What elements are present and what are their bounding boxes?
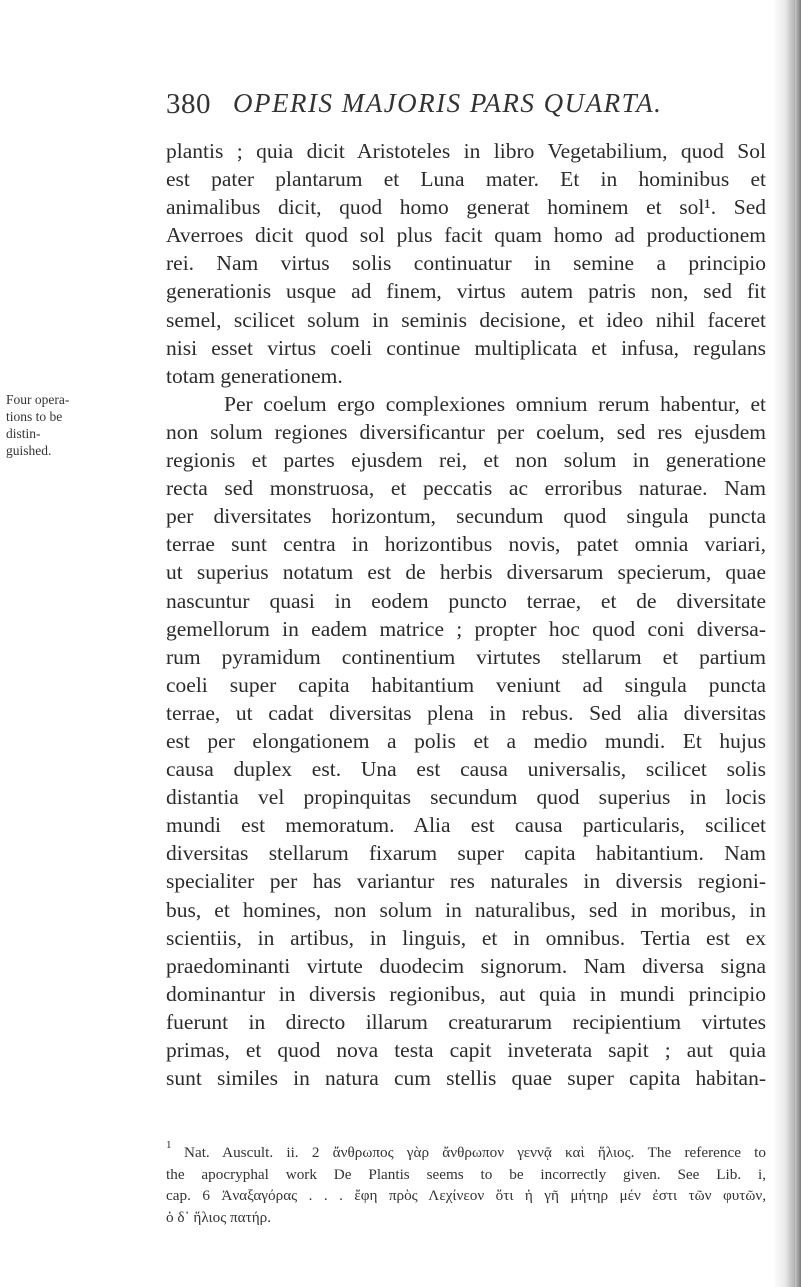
footnote-marker: 1: [166, 1139, 172, 1151]
page-edge-shadow: [795, 0, 801, 1287]
footnote: [166, 1139, 766, 1228]
body-line: totam generationem.: [166, 363, 343, 388]
body-line: regionis et partes ejusdem rei, et non solum in generatione: [166, 448, 766, 473]
body-line: sunt similes in natura cum stellis quae super capita habitan-: [166, 1066, 766, 1091]
margin-note-line: distin-: [6, 426, 41, 441]
body-line: est per elongationem a polis et a medio mundi. Et hujus: [166, 728, 766, 753]
body-line: rei. Nam virtus solis continuatur in semine a principio: [166, 251, 766, 276]
body-line: dominantur in diversis regionibus, aut quia in mundi principio: [166, 981, 766, 1006]
body-line: terrae, ut cadat diversitas plena in rebus. Sed alia diversitas: [166, 700, 766, 725]
body-line: per diversitates horizontum, secundum quod singula puncta: [166, 504, 766, 529]
footnote-line: Nat. Auscult. ii. 2 ἄνθρωπος γὰρ ἄνθρωπον γεννᾷ καὶ ἥλιος. The reference to: [184, 1144, 766, 1161]
body-line: gemellorum in eadem matrice ; propter hoc quod coni diversa-: [166, 616, 766, 641]
body-line: distantia vel propinquitas secundum quod superius in locis: [166, 785, 766, 810]
body-line: generationis usque ad finem, virtus autem patris non, sed fit: [166, 279, 766, 304]
body-line: nascuntur quasi in eodem puncto terrae, et de diversitate: [166, 588, 766, 613]
footnote-line: ὁ δ᾽ ἥλιος πατήρ.: [166, 1208, 272, 1226]
body-line: rum pyramidum continentium virtutes stellarum et partium: [166, 644, 766, 669]
footnote-line: cap. 6 Ἀναξαγόρας . . . ἔφη πρὸς Λεχίνεον ὅτι ἡ γῆ μήτηρ μέν ἐστι τῶν φυτῶν,: [166, 1187, 766, 1204]
footnote-line: the apocryphal work De Plantis seems to be incorrectly given. See Lib. i,: [166, 1165, 766, 1183]
running-head: [0, 88, 801, 128]
body-line: bus, et homines, non solum in naturalibus, sed in moribus, in: [166, 897, 766, 922]
body-line: non solum regiones diversificantur per coelum, sed res ejusdem: [166, 419, 766, 444]
body-text: [166, 137, 766, 1092]
paragraph-start-line: Per coelum ergo complexiones omnium rerum habentur, et: [224, 391, 766, 416]
body-line: plantis ; quia dicit Aristoteles in libro Vegetabilium, quod Sol: [166, 139, 766, 163]
body-line: recta sed monstruosa, et peccatis ac erroribus naturae. Nam: [166, 476, 766, 501]
margin-note-line: tions to be: [6, 409, 63, 424]
body-line: ut superius notatum est de herbis diversarum specierum, quae: [166, 560, 766, 585]
body-line: diversitas stellarum fixarum super capita habitantium. Nam: [166, 841, 766, 866]
body-line: animalibus dicit, quod homo generat hominem et sol¹. Sed: [166, 195, 766, 220]
margin-note-line: Four opera-: [6, 392, 70, 407]
margin-note: [6, 391, 86, 459]
body-line: Averroes dicit quod sol plus facit quam homo ad productionem: [166, 223, 766, 248]
margin-note-line: guished.: [6, 443, 52, 458]
body-line: causa duplex est. Una est causa universalis, scilicet solis: [166, 757, 766, 782]
page-number: 380: [166, 88, 211, 120]
body-line: est pater plantarum et Luna mater. Et in hominibus et: [166, 167, 766, 192]
body-line: praedominanti virtute duodecim signorum. Nam diversa signa: [166, 953, 766, 978]
body-line: specialiter per has variantur res naturales in diversis regioni-: [166, 869, 766, 894]
body-line: semel, scilicet solum in seminis decisione, et ideo nihil faceret: [166, 307, 766, 332]
body-line: scientiis, in artibus, in linguis, et in omnibus. Tertia est ex: [166, 925, 766, 950]
body-line: mundi est memoratum. Alia est causa particularis, scilicet: [166, 813, 766, 838]
body-line: coeli super capita habitantium veniunt ad singula puncta: [166, 672, 766, 697]
running-title: OPERIS MAJORIS PARS QUARTA.: [233, 88, 663, 118]
body-line: primas, et quod nova testa capit inveterata sapit ; aut quia: [166, 1038, 766, 1062]
body-line: fuerunt in directo illarum creaturarum recipientium virtutes: [166, 1009, 766, 1034]
body-line: terrae sunt centra in horizontibus novis, patet omnia variari,: [166, 532, 766, 557]
body-line: nisi esset virtus coeli continue multiplicata et infusa, regulans: [166, 335, 766, 360]
